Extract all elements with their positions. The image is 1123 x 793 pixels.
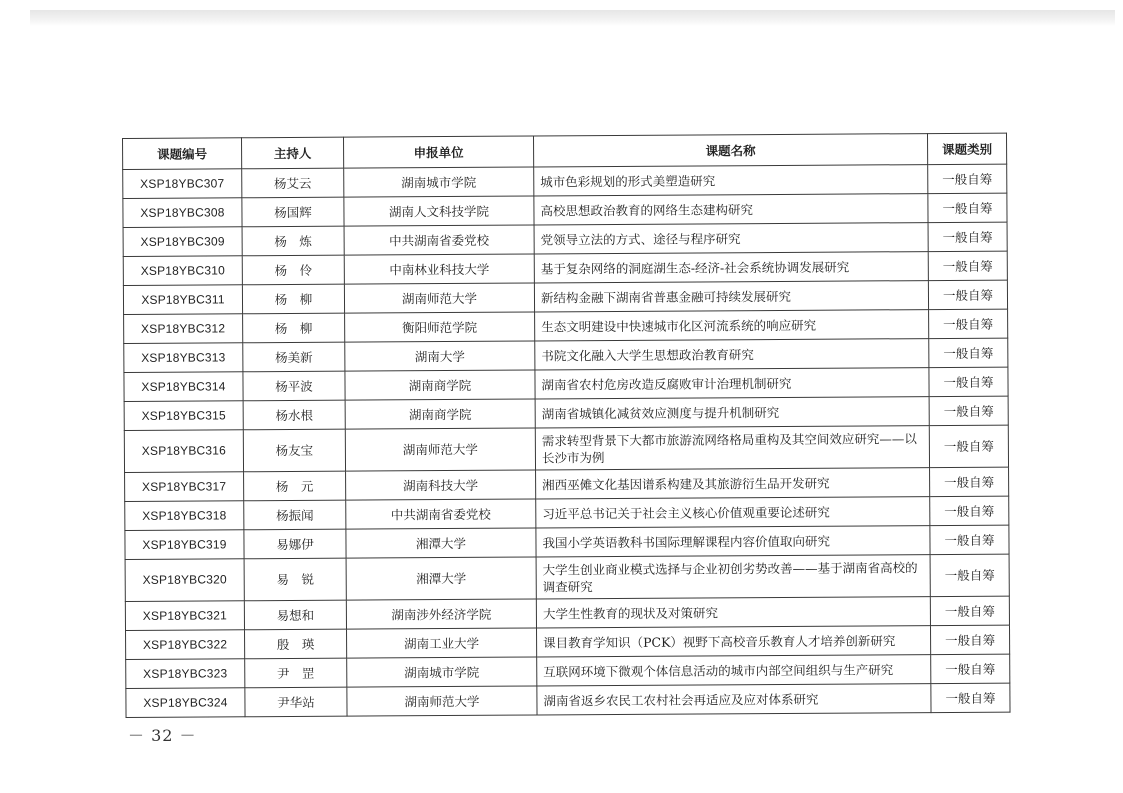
cell-unit: 湘潭大学: [346, 528, 536, 558]
cell-unit: 湖南城市学院: [344, 167, 534, 197]
cell-title: 基于复杂网络的洞庭湖生态-经济-社会系统协调发展研究: [534, 252, 928, 283]
cell-title: 湖南省城镇化减贫效应测度与提升机制研究: [535, 397, 929, 428]
cell-code: XSP18YBC318: [125, 501, 244, 531]
cell-host: 殷 瑛: [245, 629, 347, 659]
cell-type: 一般自筹: [931, 683, 1010, 712]
header-unit: 申报单位: [343, 136, 533, 168]
cell-type: 一般自筹: [931, 654, 1010, 683]
cell-code: XSP18YBC307: [123, 169, 242, 199]
cell-host: 尹 罡: [245, 658, 347, 688]
cell-code: XSP18YBC311: [123, 285, 242, 315]
cell-unit: 湖南商学院: [345, 399, 535, 429]
cell-type: 一般自筹: [928, 251, 1007, 280]
cell-host: 易想和: [244, 600, 346, 630]
cell-code: XSP18YBC323: [126, 659, 245, 689]
cell-title: 大学生创业商业模式选择与企业初创劣势改善——基于湖南省高校的调查研究: [536, 555, 930, 599]
cell-unit: 湖南人文科技学院: [344, 196, 534, 226]
cell-host: 杨 元: [244, 471, 346, 501]
cell-code: XSP18YBC322: [126, 630, 245, 660]
cell-title: 书院文化融入大学生思想政治教育研究: [535, 339, 929, 370]
cell-type: 一般自筹: [929, 396, 1008, 425]
cell-unit: 湖南涉外经济学院: [346, 599, 536, 629]
cell-code: XSP18YBC324: [126, 688, 245, 718]
cell-type: 一般自筹: [930, 554, 1009, 596]
table-row: [124, 425, 1008, 472]
cell-code: XSP18YBC320: [125, 559, 244, 602]
cell-host: 易娜伊: [244, 529, 346, 559]
cell-host: 杨 炼: [242, 226, 344, 256]
scan-edge-shadow: [30, 10, 1115, 26]
cell-type: 一般自筹: [929, 425, 1008, 467]
cell-type: 一般自筹: [929, 309, 1008, 338]
cell-host: 杨水根: [243, 400, 345, 430]
cell-host: 杨艾云: [242, 168, 344, 198]
cell-code: XSP18YBC310: [123, 256, 242, 286]
cell-title: 湘西巫傩文化基因谱系构建及其旅游衍生品开发研究: [536, 468, 930, 499]
cell-code: XSP18YBC313: [124, 343, 243, 373]
header-host: 主持人: [242, 137, 344, 169]
cell-host: 易 锐: [244, 558, 346, 601]
page-number: － 32 －: [128, 726, 197, 745]
cell-host: 杨美新: [243, 342, 345, 372]
cell-code: XSP18YBC319: [125, 530, 244, 560]
cell-unit: 湖南城市学院: [347, 657, 537, 687]
header-type: 课题类别: [927, 133, 1006, 164]
cell-unit: 湖南商学院: [345, 370, 535, 400]
cell-host: 杨 伶: [242, 255, 344, 285]
cell-title: 课目教育学知识（PCK）视野下高校音乐教育人才培养创新研究: [537, 626, 931, 657]
cell-unit: 中南林业科技大学: [344, 254, 534, 284]
cell-type: 一般自筹: [930, 467, 1009, 496]
cell-unit: 衡阳师范学院: [345, 312, 535, 342]
table-row: [126, 683, 1010, 717]
cell-type: 一般自筹: [930, 496, 1009, 525]
cell-host: 杨平波: [243, 371, 345, 401]
cell-unit: 中共湖南省委党校: [346, 499, 536, 529]
cell-type: 一般自筹: [930, 596, 1009, 625]
cell-title: 我国小学英语教科书国际理解课程内容价值取向研究: [536, 526, 930, 557]
cell-type: 一般自筹: [929, 367, 1008, 396]
cell-host: 杨振闻: [244, 500, 346, 530]
cell-title: 需求转型背景下大都市旅游流网络格局重构及其空间效应研究——以长沙市为例: [535, 426, 929, 470]
cell-code: XSP18YBC316: [124, 430, 243, 473]
cell-title: 新结构金融下湖南省普惠金融可持续发展研究: [534, 281, 928, 312]
cell-type: 一般自筹: [929, 338, 1008, 367]
cell-host: 杨国辉: [242, 197, 344, 227]
cell-code: XSP18YBC321: [125, 601, 244, 631]
cell-unit: 湖南大学: [345, 341, 535, 371]
cell-unit: 湖南师范大学: [344, 283, 534, 313]
cell-code: XSP18YBC317: [125, 472, 244, 502]
cell-host: 杨友宝: [243, 429, 345, 472]
header-title: 课题名称: [533, 134, 927, 167]
project-table-container: [122, 133, 1010, 718]
cell-title: 高校思想政治教育的网络生态建构研究: [534, 194, 928, 225]
cell-type: 一般自筹: [930, 525, 1009, 554]
cell-code: XSP18YBC309: [123, 227, 242, 257]
project-table: [122, 133, 1011, 718]
cell-host: 杨 柳: [242, 284, 344, 314]
cell-code: XSP18YBC315: [124, 401, 243, 431]
cell-type: 一般自筹: [930, 625, 1009, 654]
cell-unit: 湘潭大学: [346, 557, 536, 600]
cell-type: 一般自筹: [928, 222, 1007, 251]
cell-title: 城市色彩规划的形式美塑造研究: [534, 165, 928, 196]
header-code: 课题编号: [123, 138, 242, 170]
cell-type: 一般自筹: [928, 193, 1007, 222]
cell-unit: 湖南师范大学: [345, 428, 535, 471]
cell-title: 互联网环境下微观个体信息活动的城市内部空间组织与生产研究: [537, 655, 931, 686]
cell-unit: 湖南科技大学: [346, 470, 536, 500]
cell-title: 大学生性教育的现状及对策研究: [536, 597, 930, 628]
cell-code: XSP18YBC312: [124, 314, 243, 344]
cell-title: 湖南省农村危房改造反腐败审计治理机制研究: [535, 368, 929, 399]
cell-unit: 湖南工业大学: [347, 628, 537, 658]
cell-title: 习近平总书记关于社会主义核心价值观重要论述研究: [536, 497, 930, 528]
cell-title: 生态文明建设中快速城市化区河流系统的响应研究: [535, 310, 929, 341]
cell-title: 湖南省返乡农民工农村社会再适应及应对体系研究: [537, 684, 931, 715]
table-row: [125, 554, 1009, 601]
cell-host: 尹华站: [245, 687, 347, 717]
cell-title: 党领导立法的方式、途径与程序研究: [534, 223, 928, 254]
cell-type: 一般自筹: [928, 280, 1007, 309]
cell-code: XSP18YBC308: [123, 198, 242, 228]
cell-code: XSP18YBC314: [124, 372, 243, 402]
cell-unit: 湖南师范大学: [347, 686, 537, 716]
cell-unit: 中共湖南省委党校: [344, 225, 534, 255]
cell-host: 杨 柳: [243, 313, 345, 343]
cell-type: 一般自筹: [928, 164, 1007, 193]
